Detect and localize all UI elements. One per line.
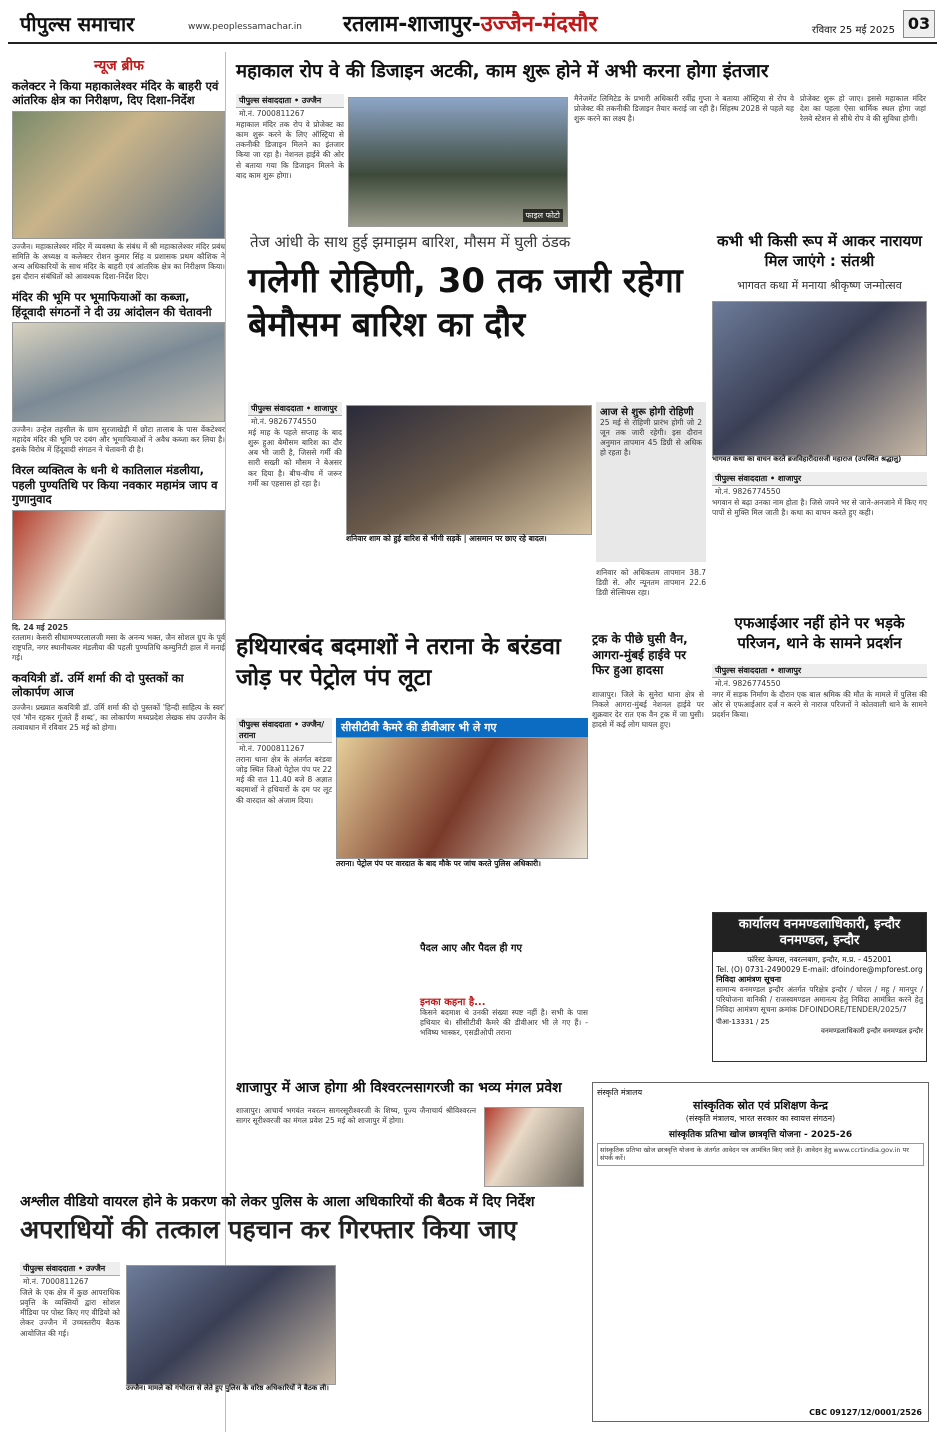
police-col-1	[20, 1262, 120, 1339]
narayan-subheadline: भागवत कथा में मनाया श्रीकृष्ण जन्मोत्सव	[737, 279, 902, 292]
ropeway-text-2: मैनेजमेंट लिमिटेड के प्रभारी अधिकारी रवींद्र गुप्ता ने बताया ऑस्ट्रिया से रोप वे प्रोजेक्ट की तकनीकी डिजाइन तैयार कराई जा रही है। सिंहस्थ 2028 से पहले यह शुरू करने का लक्ष्य है।	[574, 94, 794, 124]
storm-col-1	[248, 402, 342, 489]
shajapur-body: शाजापुर। आचार्य भगवंत नवरत्न सागरसूरीश्वरजी के शिष्य, पूज्य जैनाचार्य श्रीविश्वरत्न सागर सूरीश्वरजी का मंगल प्रवेश 25 मई को शाजापुर में होगा।	[236, 1106, 476, 1126]
culture-scholarship-ad	[592, 1082, 929, 1422]
rohini-box-body: 25 मई से रोहिणी प्रारंभ होगी जो 2 जून तक जारी रहेगी। इस दौरान अनुमान तापमान 45 डिग्री से अधिक हो रहता है।	[600, 418, 702, 458]
cctv-strip: सीसीटीवी कैमरे की डीवीआर भी ले गए	[336, 718, 588, 737]
storm-byline: पीपुल्स संवाददाता • शाजापुर	[248, 402, 342, 416]
brief-body-4: उज्जैन। प्रख्यात कवयित्री डॉ. उर्मि शर्मा की दो पुस्तकों 'हिन्दी साहित्य के स्वर' एवं 'मौन रहकर गूंजते हैं शब्द', का लोकार्पण मध्यप्रदेश लेखक संघ उज्जैन के तत्वावधान में रविवार 25 मई को होगा।	[12, 702, 225, 732]
truck-headline: ट्रक के पीछे घुसी वैन, आगरा-मुंबई हाईवे पर फिर हुआ हादसा	[592, 632, 688, 678]
brief-headline-4: कवयित्री डॉ. उर्मि शर्मा की दो पुस्तकों का लोकार्पण आज	[12, 671, 184, 700]
narayan-body: भगवान से बढ़ा उनका नाम होता है। जिसे जपने भर से जाने-अनजाने में किए गए पापों से मुक्ति मिल जाती है। कथा का वाचन करते हुए कही।	[712, 498, 927, 518]
brief-body-3: रतलाम। केसरी सीधामण्यरलालजी मसा के अनन्य भक्त, जैन सोशल ग्रुप के पूर्व राष्ट्रपति, नगर स्थानीयत्वर मंडलीया की पहली पुण्यतिथि कम्युनिटी हाल में मनाई गई।	[12, 632, 225, 662]
tarana-col-2	[420, 940, 588, 1038]
storm-photo-caption: शनिवार शाम को हुई बारिश से भीगी सड़कें | आसमान पर छाए रहे बादल।	[346, 534, 547, 543]
forest-address: फॉरेस्ट केम्पस, नवरत्नबाग, इन्दौर, म.प्र. - 452001	[747, 955, 892, 965]
brief-headline-3: विरल व्यक्तित्व के धनी थे कातिलाल मंडलीया, पहली पुण्यतिथि पर किया नवकार महामंत्र जाप व गुणानुवाद	[12, 463, 218, 507]
tarana-photo-block	[336, 718, 588, 869]
tarana-quote-title: इनका कहना है...	[420, 997, 486, 1008]
page-number: 03	[903, 10, 935, 38]
storm-headline: गलेगी रोहिणी, 30 तक जारी रहेगा बेमौसम बारिश का दौर	[248, 261, 683, 345]
culture-subtitle: (संस्कृति मंत्रालय, भारत सरकार का स्वायत्त संगठन)	[685, 1114, 836, 1123]
culture-body: सांस्कृतिक प्रतिभा खोज छात्रवृत्ति योजना के अंतर्गत आवेदन पत्र आमंत्रित किए जाते हैं। आवेदन हेतु www.ccrtindia.gov.in पर संपर्क करें।	[597, 1143, 924, 1166]
tarana-quote-body: किसने बदमाश थे उनकी संख्या स्पष्ट नहीं है। सभी के पास हथियार थे। सीसीटीवी कैमरे की डीवीआर भी ले गए हैं। - भविष्य भास्कर, एसडीओपी तराना	[420, 1008, 588, 1038]
storm-body: मई माह के पहले सप्ताह के बाद शुरू हुआ बेमौसम बारिश का दौर अब भी जारी है, जिससे गर्मी की सारी सख्ती को मौसम ने बेअसर कर दिया है। बीच-बीच में जरूर गर्मी का एहसास हो रहा है।	[248, 428, 342, 488]
police-body: जिले के एक क्षेत्र में कुछ आपराधिक प्रवृत्ति के व्यक्तियों द्वारा सोशल मीडिया पर पोस्ट किए गए वीडियो को लेकर उज्जैन में उच्चस्तरीय बैठक आयोजित की गई।	[20, 1288, 120, 1338]
narayan-headline: कभी भी किसी रूप में आकर नारायण मिल जाएंगे : संतश्री	[716, 232, 923, 270]
police-byline: पीपुल्स संवाददाता • उज्जैन	[20, 1262, 120, 1276]
narayan-mobile: मो.नं. 9826774550	[715, 487, 781, 496]
tarana-col-1	[236, 718, 332, 806]
narayan-byline: पीपुल्स संवाददाता • शाजापुर	[712, 472, 927, 486]
fir-headline: एफआईआर नहीं होने पर भड़के परिजन, थाने के सामने प्रदर्शन	[734, 614, 905, 652]
brand-name: पीपुल्स समाचार	[20, 12, 135, 36]
forest-sign: वनमण्डलाधिकारी इन्दौर वनमण्डल इन्दौर	[820, 1026, 923, 1035]
fir-mobile: मो.नं. 9826774550	[715, 679, 781, 688]
fir-body: नगर में सड़क निर्माण के दौरान एक बाल श्रमिक की मौत के मामले में पुलिस की ओर से एफआईआर दर्ज न करने से नाराज परिजनों ने कोतवाली थाने के सामने प्रदर्शन किया।	[712, 690, 927, 720]
brief-body-1: उज्जैन। महाकालेश्वर मंदिर में व्यवस्था के संबंध में श्री महाकालेश्वर मंदिर प्रबंध समिति के अध्यक्ष व कलेक्टर रोशन कुमार सिंह व प्रशासक प्रथम कौशिक ने अन्य अधिकारियों के साथ मंदिर के बाहरी एवं आंतरिक क्षेत्र का निरीक्षण किया। इस दौरान संबंधितों को आवश्यक दिशा-निर्देश दिए।	[12, 241, 225, 282]
culture-scheme: सांस्कृतिक प्रतिभा खोज छात्रवृत्ति योजना - 2025-26	[668, 1130, 853, 1140]
tarana-byline: पीपुल्स संवाददाता • उज्जैन/तराना	[236, 718, 332, 743]
narayan-photo-caption: भागवत कथा का वाचन करते ब्रजविहारीदासजी महाराज (उपस्थित श्रद्धालु)	[712, 455, 902, 463]
tarana-mobile: मो.नं. 7000811267	[239, 744, 305, 753]
petrol-pump-photo	[336, 737, 588, 859]
shajapur-headline: शाजापुर में आज होगा श्री विश्वरत्नसागरजी का भव्य मंगल प्रवेश	[236, 1080, 562, 1096]
website[interactable]: www.peoplessamachar.in	[188, 22, 302, 32]
ropeway-mobile: मो.नं. 7000811267	[239, 109, 305, 118]
tarana-photo-caption: तराना। पेट्रोल पंप पर वारदात के बाद मौके पर जांच करते पुलिस अधिकारी।	[336, 859, 541, 868]
storm-subheadline: तेज आंधी के साथ हुई झमाझम बारिश, मौसम में घुली ठंडक	[250, 233, 571, 251]
forest-title: कार्यालय वनमण्डलाधिकारी, इन्दौर वनमण्डल, इन्दौर	[713, 913, 926, 952]
tribute-photo	[12, 510, 225, 620]
tarana-headline: हथियारबंद बदमाशों ने तराना के बरंडवा जोड़ पर पेट्रोल पंप लूटा	[236, 634, 561, 692]
culture-code: CBC 09127/12/0001/2526	[809, 1408, 922, 1417]
ropeway-byline: पीपुल्स संवाददाता • उज्जैन	[236, 94, 344, 108]
rohini-box-title: आज से शुरू होगी रोहिणी	[600, 407, 694, 418]
ropeway-text-1: महाकाल मंदिर तक रोप वे प्रोजेक्ट का काम शुरू करने के लिए ऑस्ट्रिया से तकनीकी डिजाइन मिलने का इंतजार किया जा रहा है। नेशनल हाईवे की ओर से बताया गया कि डिजाइन मिलने के बाद काम शुरू होगा।	[236, 120, 344, 180]
region-black: रतलाम-शाजापुर-	[343, 12, 481, 37]
fir-body-block	[712, 664, 927, 720]
tarana-body: तराना थाना क्षेत्र के अंतर्गत बरंडवा जोड़ स्थित जिओ पेट्रोल पंप पर 22 मई की रात 11.40 बजे 8 अज्ञात बदमाशों ने हथियारों के दम पर लूट की वारदात को अंजाम दिया।	[236, 755, 332, 805]
forest-contact: Tel. (O) 0731-2490029 E-mail: dfoindore@mpforest.org	[716, 965, 923, 975]
shajapur-photo	[484, 1107, 584, 1187]
ropeway-headline: महाकाल रोप वे की डिजाइन अटकी, काम शुरू होने में अभी करना होगा इंतजार	[236, 61, 769, 82]
police-photo-caption: उज्जैन। मामले को गंभीरता से लेते हुए पुलिस के वरिष्ठ अधिकारियों ने बैठक ली।	[126, 1384, 329, 1392]
forest-ref: पीआ-13331 / 25	[716, 1017, 770, 1026]
brief-headline-1: कलेक्टर ने किया महाकालेश्वर मंदिर के बाहरी एवं आंतरिक क्षेत्र का निरीक्षण, दिए दिशा-निर्देश	[12, 79, 219, 108]
ropeway-photo	[348, 97, 568, 227]
temple-land-photo	[12, 322, 225, 422]
brief-body-2: उज्जैन। उन्हेल तहसील के ग्राम सुरजाखेड़ी में छोटा तालाब के पास वेंकटेश्वर महादेव मंदिर की भूमि पर दबंग और भूमाफियाओं ने अवैध कब्जा कर लिया है। इसके विरोध में हिंदूवादी संगठन ने चेतावनी दी है।	[12, 425, 225, 455]
forest-tender-notice	[712, 912, 927, 1062]
truck-body: शाजापुर। जिले के सुनेरा थाना क्षेत्र से निकले आगरा-मुंबई नेशनल हाईवे पर शुक्रवार देर रात एक वैन ट्रक में जा घुसी। हादसे में कई लोग घायल हुए।	[592, 690, 704, 730]
storm-mobile: मो.नं. 9826774550	[251, 417, 317, 426]
storm-photo	[346, 405, 592, 535]
brief-caption-3: दि. 24 मई 2025	[12, 622, 69, 632]
police-meeting-photo	[126, 1265, 336, 1385]
police-mobile: मो.नं. 7000811267	[23, 1277, 89, 1286]
ropeway-text-3: प्रोजेक्ट शुरू हो जाए। इससे महाकाल मंदिर देश का पहला ऐसा धार्मिक स्थल होगा जहां रेलवे स्टेशन से सीधे रोप वे की सुविधा होगी।	[800, 94, 926, 124]
storm-side-body: शनिवार को अधिकतम तापमान 38.7 डिग्री से. और न्यूनतम तापमान 22.6 डिग्री सेल्सियस रहा।	[596, 568, 706, 598]
ropeway-photo-caption: फाइल फोटो	[523, 209, 563, 222]
bhagwat-katha-photo	[712, 301, 927, 456]
ropeway-col-2	[574, 94, 794, 124]
culture-ministry: संस्कृति मंत्रालय	[597, 1088, 643, 1097]
collector-inspection-photo	[12, 111, 225, 239]
narayan-body-block	[712, 472, 927, 518]
rohini-box	[596, 402, 706, 562]
tarana-subhead: पैदल आए और पैदल ही गए	[420, 943, 523, 954]
ropeway-col-3	[800, 94, 926, 124]
fir-byline: पीपुल्स संवाददाता • शाजापुर	[712, 664, 927, 678]
forest-notice-title: निविदा आमंत्रण सूचना	[716, 975, 782, 985]
culture-title: सांस्कृतिक स्रोत एवं प्रशिक्षण केन्द्र	[693, 1099, 828, 1112]
region-red: उज्जैन-मंदसौर	[480, 12, 598, 37]
masthead	[8, 4, 937, 44]
region-title	[343, 8, 597, 38]
brief-headline-2: मंदिर की भूमि पर भूमाफियाओं का कब्जा, हिंदूवादी संगठनों ने दी उग्र आंदोलन की चेतावनी	[12, 290, 212, 319]
news-brief-tag: न्यूज ब्रीफ	[94, 58, 144, 74]
forest-notice-body: सामान्य वनमण्डल इन्दौर अंतर्गत परिक्षेत्र इन्दौर / चोरल / महू / मानपुर / परियोजना वानिकी / राजस्वमण्डल अमानत्य हेतु निविदा आमंत्रित करने हेतु निविदा आमंत्रण सूचना क्रमांक DFOINDORE/TENDER/2025/7	[716, 985, 923, 1015]
police-subheadline: अश्लील वीडियो वायरल होने के प्रकरण को लेकर पुलिस के आला अधिकारियों की बैठक में दिए निर्देश	[20, 1194, 535, 1210]
police-headline: अपराधियों की तत्काल पहचान कर गिरफ्तार किया जाए	[20, 1215, 517, 1244]
issue-date: रविवार 25 मई 2025	[811, 25, 895, 36]
ropeway-col-1	[236, 94, 344, 181]
